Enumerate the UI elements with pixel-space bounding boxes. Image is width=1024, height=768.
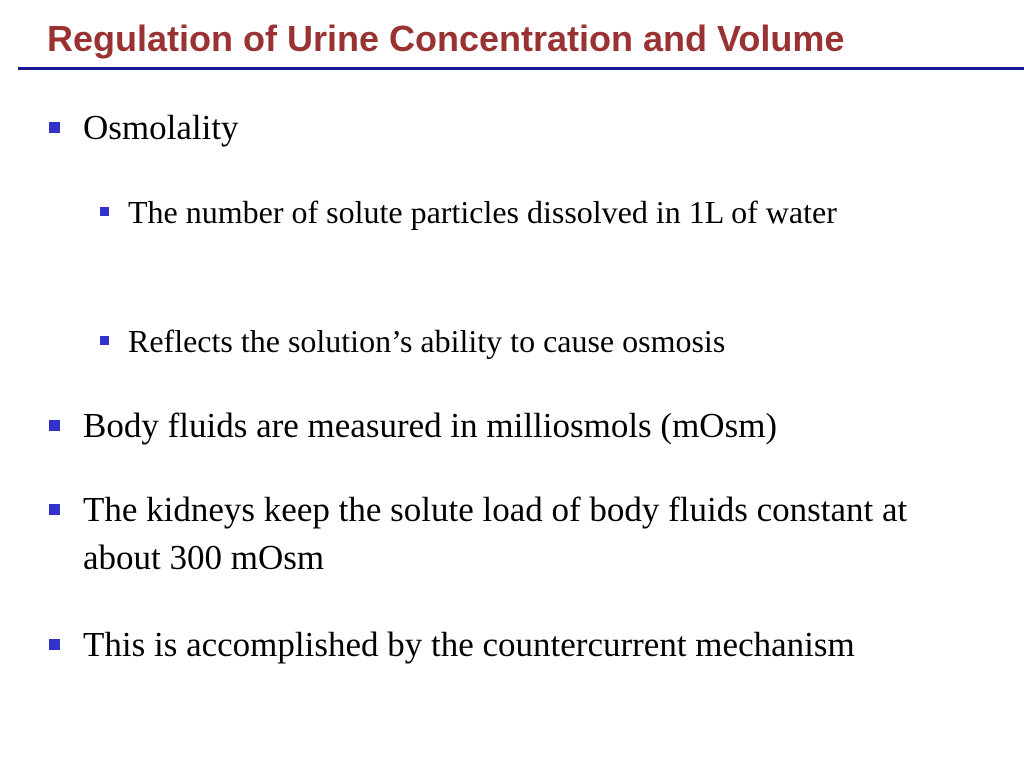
square-bullet-icon [100, 207, 109, 216]
bullet-text: Osmolality [83, 108, 239, 147]
sub-bullet-osmosis [98, 318, 978, 364]
square-bullet-icon [49, 639, 60, 650]
bullet-osmolality [48, 104, 978, 152]
bullet-text: This is accomplished by the countercurrent mechanism [83, 625, 855, 664]
square-bullet-icon [100, 336, 109, 345]
square-bullet-icon [49, 420, 60, 431]
bullet-text: Body fluids are measured in milliosmols (mOsm) [83, 406, 778, 445]
square-bullet-icon [49, 504, 60, 515]
sub-bullet-definition [98, 189, 978, 235]
square-bullet-icon [49, 122, 60, 133]
bullet-countercurrent [48, 621, 978, 669]
bullet-text: The kidneys keep the solute load of body fluids constant at about 300 mOsm [83, 490, 908, 577]
bullet-text: Reflects the solution’s ability to cause osmosis [128, 323, 726, 359]
bullet-text: The number of solute particles dissolved in 1L of water [128, 194, 837, 230]
bullet-milliosmols [48, 402, 978, 450]
bullet-kidneys [48, 486, 978, 582]
slide-title: Regulation of Urine Concentration and Volume [47, 18, 845, 59]
title-underline [18, 67, 1024, 70]
